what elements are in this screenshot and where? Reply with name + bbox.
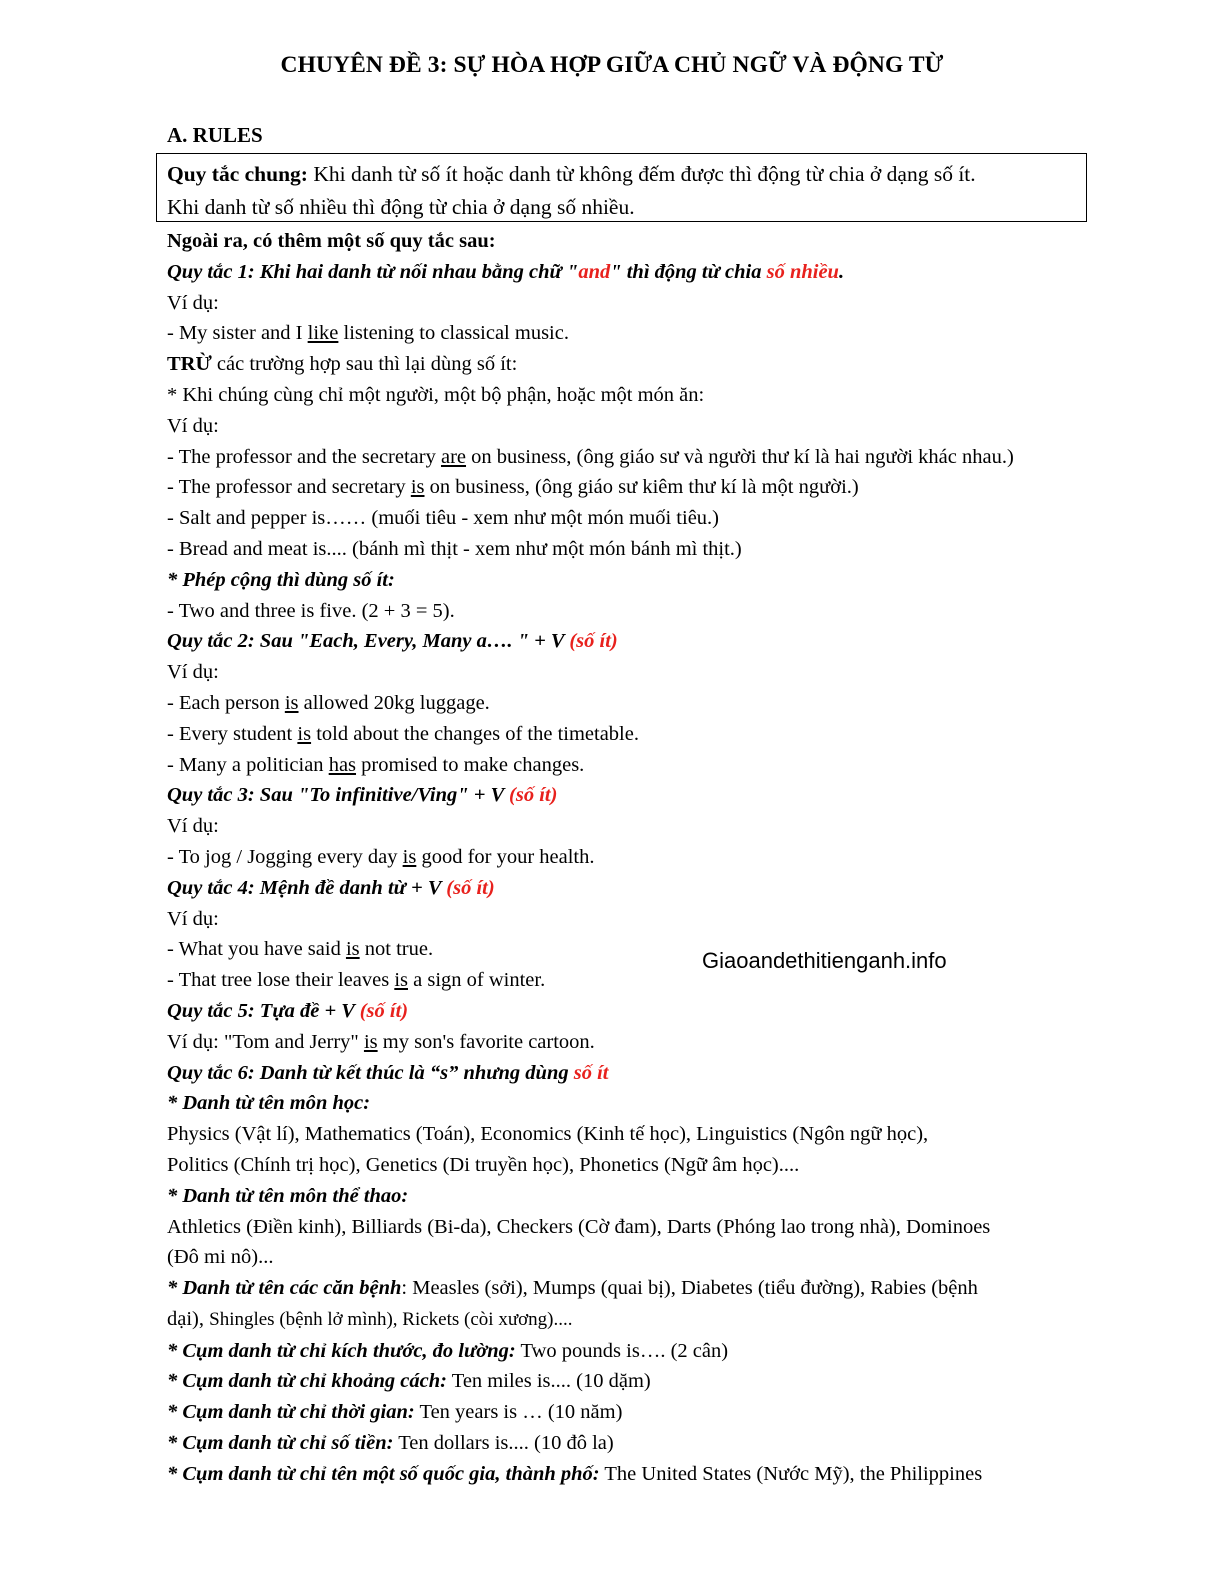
rule-tag: số ít <box>573 1061 609 1084</box>
rule-tag: (số ít) <box>569 630 618 653</box>
except-text: các trường hợp sau thì lại dùng số ít: <box>211 353 518 376</box>
example-verb: are <box>440 445 467 468</box>
example-verb: like <box>307 322 339 345</box>
except-bold: TRỪ <box>167 353 212 376</box>
example-text: listening to classical music. <box>338 322 569 345</box>
rule5-heading <box>167 996 1107 1027</box>
general-rule-text-1: Khi danh từ số ít hoặc danh từ không đếm được thì động từ chia ở dạng số ít. <box>307 162 976 186</box>
example-label: Ví dụ: <box>167 815 219 838</box>
rule2-example-1 <box>167 688 1107 719</box>
example-text: on business, (ông giáo sư và người thư kí là hai người khác nhau.) <box>466 445 1014 468</box>
example-text: - Every student <box>167 722 298 745</box>
time-text: Ten years is … (10 năm) <box>414 1401 623 1424</box>
rule1-heading <box>167 257 1107 288</box>
rule3-heading <box>167 780 1107 811</box>
example-verb: is <box>363 1030 378 1053</box>
example-verb: is <box>402 845 417 868</box>
disease-label: * Danh từ tên các căn bệnh <box>167 1277 402 1300</box>
rule-heading-text: Quy tắc 2: Sau "Each, Every, Many a…. " + V <box>167 630 570 653</box>
rule3-example-1 <box>167 842 1107 873</box>
watermark: Giaoandethitienganh.info <box>702 948 947 973</box>
example-text: - The professor and secretary <box>167 476 411 499</box>
rule1-example-5: - Bread and meat is.... (bánh mì thịt - xem như một món bánh mì thịt.) <box>167 537 742 560</box>
page-title: CHUYÊN ĐỀ 3: SỰ HÒA HỢP GIỮA CHỦ NGỮ VÀ ĐỘNG TỪ <box>280 52 944 78</box>
rule-heading-text: Quy tắc 6: Danh từ kết thúc là “s” nhưng dùng <box>167 1061 574 1084</box>
rule1-heading-c: . <box>838 260 845 283</box>
rule4-heading <box>167 873 1107 904</box>
example-label: Ví dụ: <box>167 414 219 437</box>
rule5-example-1 <box>167 1027 1107 1058</box>
general-rule-box <box>156 153 1087 222</box>
general-rule-text-2: Khi danh từ số nhiều thì động từ chia ở dạng số nhiều. <box>167 195 635 219</box>
rule6-subjects-1: Physics (Vật lí), Mathematics (Toán), Economics (Kinh tế học), Linguistics (Ngôn ngữ học), <box>167 1123 929 1146</box>
distance-label: * Cụm danh từ chỉ khoảng cách: <box>167 1370 447 1393</box>
country-label: * Cụm danh từ chỉ tên một số quốc gia, thành phố: <box>167 1462 600 1485</box>
rule-tag: (số ít) <box>359 999 409 1022</box>
rule1-plural: số nhiều <box>766 260 839 283</box>
example-text: a sign of winter. <box>408 969 546 992</box>
rule1-example-3 <box>167 472 1107 503</box>
example-text: good for your health. <box>416 845 595 868</box>
example-text: - What you have said <box>167 938 346 961</box>
rule6-distance <box>167 1366 1107 1397</box>
rule6-time <box>167 1397 1107 1428</box>
example-text: - Each person <box>167 691 285 714</box>
example-text: not true. <box>359 938 434 961</box>
general-rule-label: Quy tắc chung: <box>167 162 308 186</box>
rule2-heading <box>167 626 1107 657</box>
example-text: - My sister and I <box>167 322 308 345</box>
rule-tag: (số ít) <box>509 784 558 807</box>
example-verb: is <box>410 476 425 499</box>
rule6-sports-label: * Danh từ tên môn thể thao: <box>167 1184 409 1207</box>
country-text: The United States (Nước Mỹ), the Philippines <box>599 1462 983 1485</box>
example-text: on business, (ông giáo sư kiêm thư kí là một người.) <box>424 476 859 499</box>
rule6-disease-1 <box>167 1273 1107 1304</box>
additional-intro: Ngoài ra, có thêm một số quy tắc sau: <box>167 230 496 252</box>
measure-label: * Cụm danh từ chỉ kích thước, đo lường: <box>167 1339 516 1362</box>
example-text: my son's favorite cartoon. <box>377 1030 595 1053</box>
rule-heading-text: Quy tắc 4: Mệnh đề danh từ + V <box>167 876 447 899</box>
example-label: Ví dụ: <box>167 907 219 930</box>
rule6-disease-2 <box>167 1304 1107 1336</box>
time-label: * Cụm danh từ chỉ thời gian: <box>167 1401 415 1424</box>
disease-text: : Measles (sởi), Mumps (quai bị), Diabetes (tiểu đường), Rabies (bệnh <box>401 1277 978 1300</box>
rule1-and: and <box>578 260 611 283</box>
rule1-heading-a: Quy tắc 1: Khi hai danh từ nối nhau bằng chữ " <box>167 260 579 283</box>
example-text: told about the changes of the timetable. <box>311 722 639 745</box>
example-text: - The professor and the secretary <box>167 445 441 468</box>
example-text: - That tree lose their leaves <box>167 969 395 992</box>
measure-text: Two pounds is…. (2 cân) <box>515 1339 729 1362</box>
rules-content <box>167 226 1107 1490</box>
example-text: - To jog / Jogging every day <box>167 845 403 868</box>
rule6-subjects-label: * Danh từ tên môn học: <box>167 1092 371 1115</box>
rule1-example-2 <box>167 442 1107 473</box>
example-text: - Many a politician <box>167 753 329 776</box>
money-text: Ten dollars is.... (10 đô la) <box>393 1432 614 1455</box>
example-verb: is <box>297 722 312 745</box>
example-verb: has <box>328 753 357 776</box>
example-text: promised to make changes. <box>356 753 585 776</box>
rule1-except <box>167 349 1107 380</box>
rule-heading-text: Quy tắc 3: Sau "To infinitive/Ving" + V <box>167 784 510 807</box>
rule4-example-2 <box>167 965 1107 996</box>
rule6-measure <box>167 1336 1107 1367</box>
rule1-example-6: - Two and three is five. (2 + 3 = 5). <box>167 599 455 622</box>
rule1-same-thing: * Khi chúng cùng chỉ một người, một bộ phận, hoặc một món ăn: <box>167 383 705 406</box>
rule6-country <box>167 1459 1107 1490</box>
rule1-heading-b: " thì động từ chia <box>610 260 767 283</box>
example-text: Ví dụ: "Tom and Jerry" <box>167 1030 364 1053</box>
distance-text: Ten miles is.... (10 dặm) <box>446 1370 651 1393</box>
example-text: allowed 20kg luggage. <box>298 691 490 714</box>
rule2-example-3 <box>167 750 1107 781</box>
money-label: * Cụm danh từ chỉ số tiền: <box>167 1432 394 1455</box>
rule-heading-text: Quy tắc 5: Tựa đề + V <box>167 999 360 1022</box>
rule6-heading <box>167 1058 1107 1089</box>
rule6-subjects-2: Politics (Chính trị học), Genetics (Di truyền học), Phonetics (Ngữ âm học).... <box>167 1153 800 1176</box>
section-heading: A. RULES <box>167 123 263 147</box>
rule6-sports-2: (Đô mi nô)... <box>167 1246 274 1269</box>
rule-tag: (số ít) <box>446 876 495 899</box>
rule6-money <box>167 1428 1107 1459</box>
example-verb: is <box>345 938 360 961</box>
rule6-sports-1: Athletics (Điền kinh), Billiards (Bi-da), Checkers (Cờ đam), Darts (Phóng lao trong nhà), Dominoes <box>167 1215 991 1238</box>
rule1-example-4: - Salt and pepper is…… (muối tiêu - xem như một món muối tiêu.) <box>167 507 719 530</box>
example-label: Ví dụ: <box>167 661 219 684</box>
example-label: Ví dụ: <box>167 291 219 314</box>
example-verb: is <box>284 691 299 714</box>
rule1-example-1 <box>167 318 1107 349</box>
rule4-example-1 <box>167 934 1107 965</box>
disease-text: dại), <box>167 1307 210 1330</box>
disease-text-small: Shingles (bệnh lở mình), Rickets (còi xương).... <box>209 1308 573 1330</box>
rule1-addition: * Phép cộng thì dùng số ít: <box>167 568 395 591</box>
example-verb: is <box>394 969 408 992</box>
rule2-example-2 <box>167 719 1107 750</box>
